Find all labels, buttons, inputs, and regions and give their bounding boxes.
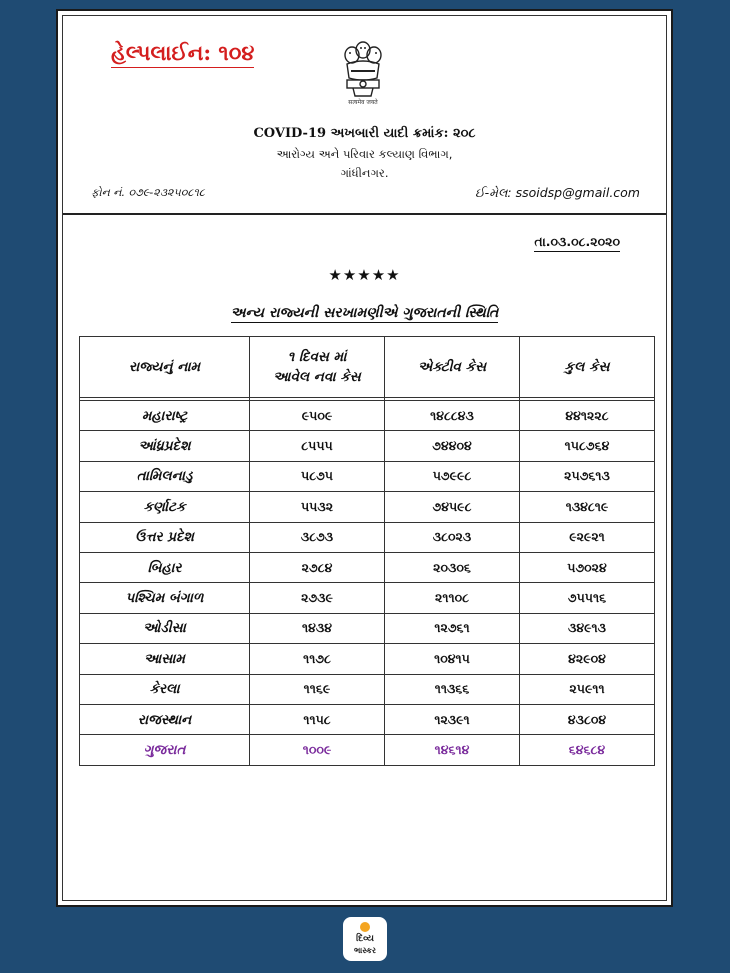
logo-text-line1: દિવ્ય [356,934,374,944]
state-cell: કેરલા [80,674,250,704]
state-cell: રાજસ્થાન [80,704,250,734]
state-cell: ગુજરાત [80,735,250,765]
table-body [80,401,655,766]
new-cases-cell: ૩૮૭૩ [250,522,385,552]
table-row [80,644,655,674]
active-cases-cell: ૧૪૮૮૪૩ [385,401,520,431]
total-cases-cell: ૪૪૧૨૨૮ [520,401,655,431]
total-cases-cell: ૩૪૯૧૩ [520,613,655,643]
table-row [80,461,655,491]
star-divider: ★★★★★ [328,266,401,284]
active-cases-cell: ૧૨૩૯૧ [385,704,520,734]
email-address: ઈ-મેલ: ssoidsp@gmail.com [474,185,640,200]
state-cell: ઉત્તર પ્રદેશ [80,522,250,552]
state-cell: આંધ્રપ્રદેશ [80,431,250,461]
header-active-cases: એક્ટીવ કેસ [385,337,520,398]
phone-number: ફોન નં. ૦૭૯-૨૩૨૫૦૮૧૮ [91,186,205,199]
sheet-inner-frame [62,15,667,901]
new-cases-cell: ૧૧૫૮ [250,704,385,734]
new-cases-cell: ૫૫૩૨ [250,492,385,522]
table-row [80,401,655,431]
header-new-cases-line2: આવેલ નવા કેસ [273,369,361,385]
table-row [80,735,655,765]
new-cases-cell: ૮૫૫૫ [250,431,385,461]
active-cases-cell: ૩૮૦૨૩ [385,522,520,552]
city-name: ગાંધીનગર. [340,166,389,180]
table-row [80,492,655,522]
total-cases-cell: ૧૫૮૭૬૪ [520,431,655,461]
helpline-number: હેલ્પલાઈન: ૧૦૪ [111,40,254,68]
header-state: રાજ્યનું નામ [80,337,250,398]
state-cell: મહારાષ્ટ્ર [80,401,250,431]
table-row [80,704,655,734]
active-cases-cell: ૧૧૩૬૬ [385,674,520,704]
logo-text-line2: ભાસ્કર [353,946,377,955]
emblem-motto: सत्यमेव जयते [348,99,378,106]
table-row [80,613,655,643]
active-cases-cell: ૧૨૭૬૧ [385,613,520,643]
total-cases-cell: ૭૫૫૧૬ [520,583,655,613]
active-cases-cell: ૭૪૫૯૮ [385,492,520,522]
table-heading-text: અન્ય રાજ્યની સરખામણીએ ગુજરાતની સ્થિતિ [230,305,499,321]
active-cases-cell: ૧૪૬૧૪ [385,735,520,765]
state-cell: તામિલનાડુ [80,461,250,491]
total-cases-cell: ૨૫૯૧૧ [520,674,655,704]
new-cases-cell: ૧૧૬૯ [250,674,385,704]
table-heading [63,302,666,321]
table-row [80,552,655,582]
state-comparison-table [79,336,655,766]
table-header-row [80,337,655,398]
new-cases-cell: ૧૧૭૮ [250,644,385,674]
table-row [80,674,655,704]
bulletin-number: COVID-19 અખબારી યાદી ક્રમાંક: ૨૦૮ [253,126,476,141]
table-row [80,583,655,613]
logo-sun-icon [360,922,370,932]
department-name: આરોગ્ય અને પરિવાર કલ્યાણ વિભાગ, [276,147,453,161]
new-cases-cell: ૫૮૭૫ [250,461,385,491]
active-cases-cell: ૫૭૯૯૮ [385,461,520,491]
new-cases-cell: ૨૭૮૪ [250,552,385,582]
active-cases-cell: ૭૪૪૦૪ [385,431,520,461]
total-cases-cell: ૪૨૯૦૪ [520,644,655,674]
header-total-cases: કુલ કેસ [520,337,655,398]
press-release-sheet [56,9,673,907]
letterhead [63,16,666,215]
release-date: તા.૦૩.૦૮.૨૦૨૦ [534,234,620,252]
state-cell: આસામ [80,644,250,674]
state-cell: કર્ણાટક [80,492,250,522]
active-cases-cell: ૨૧૧૦૮ [385,583,520,613]
active-cases-cell: ૧૦૪૧૫ [385,644,520,674]
table-row [80,522,655,552]
state-cell: ઓડીસા [80,613,250,643]
divya-bhaskar-logo [343,917,387,961]
new-cases-cell: ૯૫૦૯ [250,401,385,431]
active-cases-cell: ૨૦૩૦૬ [385,552,520,582]
total-cases-cell: ૧૩૪૮૧૯ [520,492,655,522]
total-cases-cell: ૨૫૭૬૧૩ [520,461,655,491]
state-cell: બિહાર [80,552,250,582]
new-cases-cell: ૧૦૦૯ [250,735,385,765]
total-cases-cell: ૪૩૮૦૪ [520,704,655,734]
table-row [80,431,655,461]
header-new-cases-line1: ૧ દિવસ માં [287,349,347,365]
new-cases-cell: ૨૭૩૯ [250,583,385,613]
total-cases-cell: ૫૭૦૨૪ [520,552,655,582]
state-cell: પશ્ચિમ બંગાળ [80,583,250,613]
new-cases-cell: ૧૪૩૪ [250,613,385,643]
header-new-cases [250,337,385,398]
total-cases-cell: ૬૪૬૮૪ [520,735,655,765]
total-cases-cell: ૯૨૯૨૧ [520,522,655,552]
